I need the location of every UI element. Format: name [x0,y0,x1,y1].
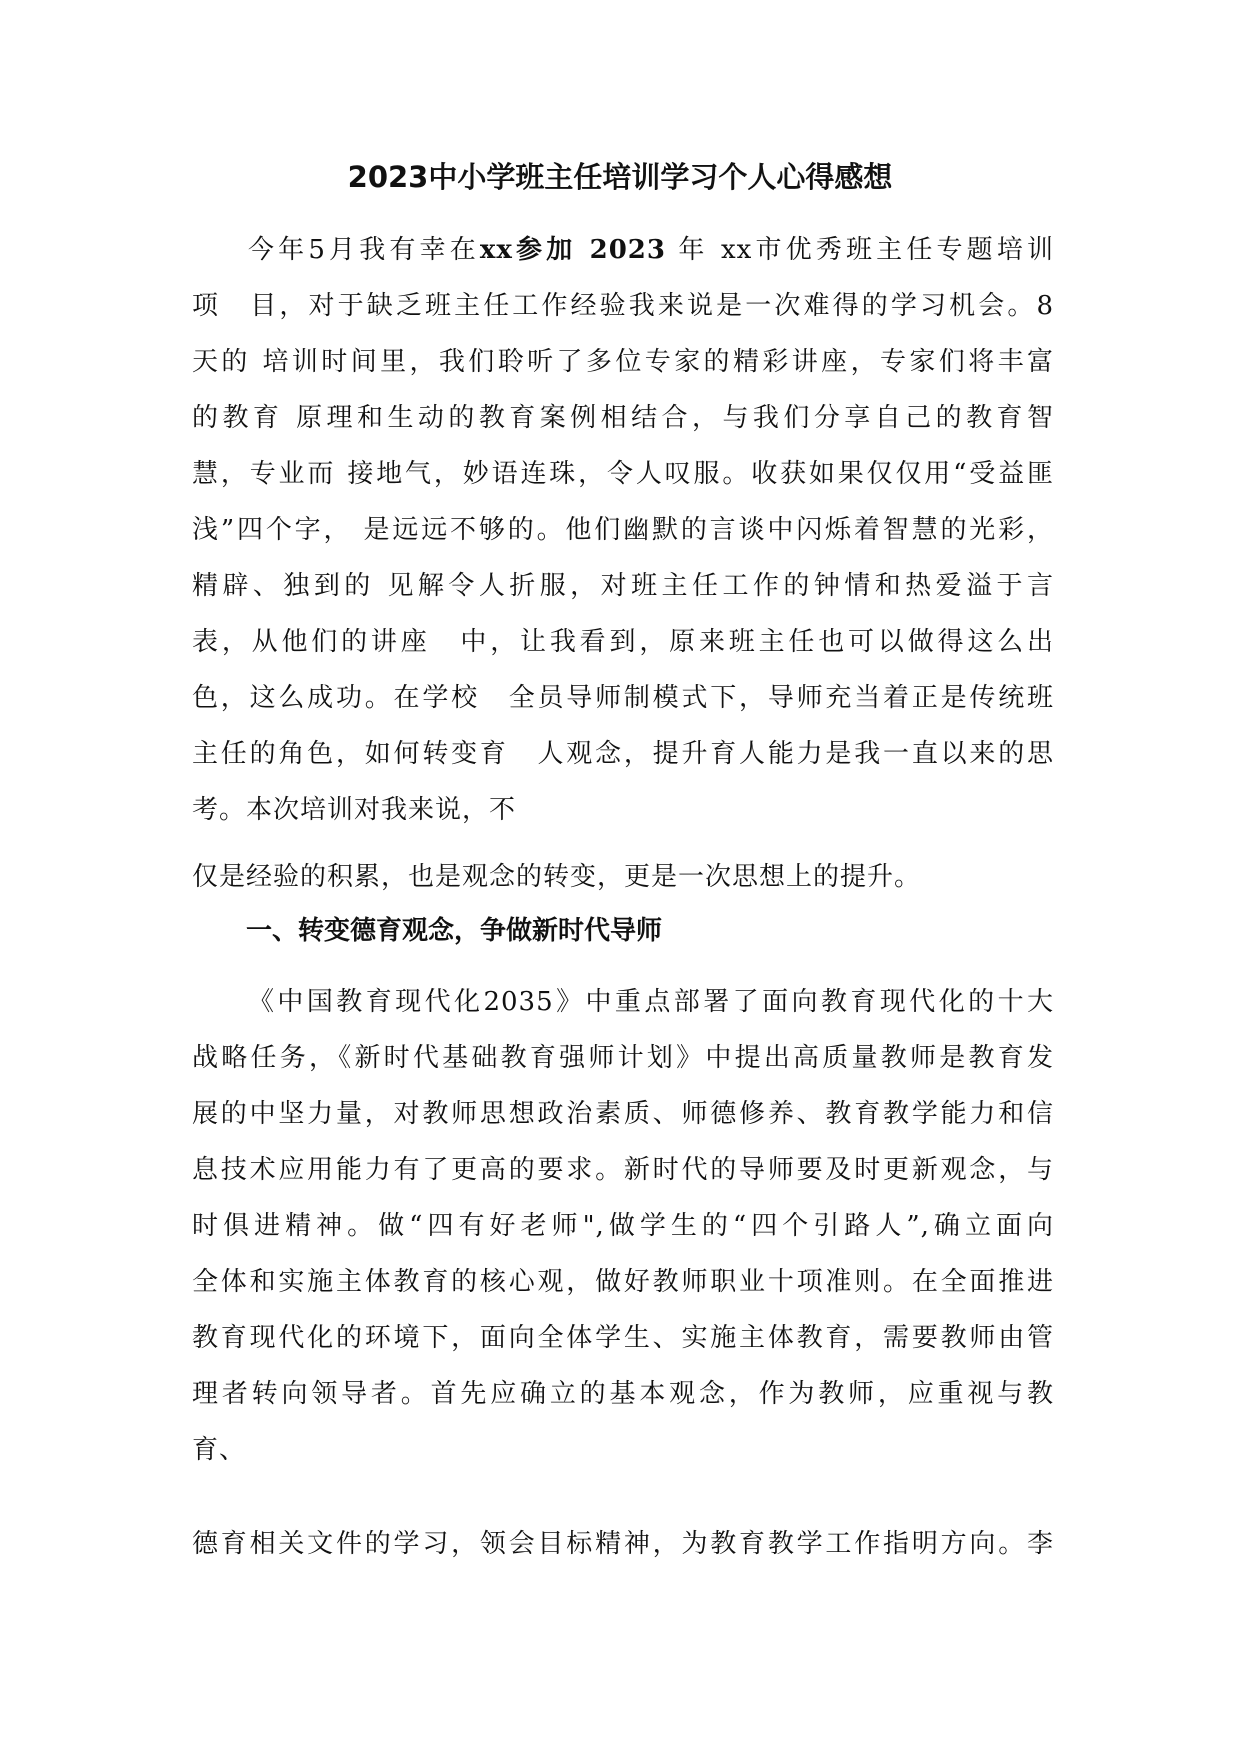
paragraph-1-line: 项 目，对于缺乏班主任工作经验我来说是一次难得的学习机会。8 [192,291,1054,321]
paragraph-2-line: 战略任务，《新时代基础教育强师计划》中提出高质量教师是教育发 [192,1043,1054,1073]
paragraph-2-line: 息技术应用能力有了更高的要求。新时代的导师要及时更新观念，与 [192,1155,1054,1185]
paragraph-1-bold-text: xx参加 2023 [479,235,666,265]
paragraph-1-line: 天的 培训时间里，我们聆听了多位专家的精彩讲座，专家们将丰富 [192,347,1054,377]
paragraph-1-line: 慧，专业而 接地气，妙语连珠，令人叹服。收获如果仅仅用“受益匪 [192,459,1054,489]
paragraph-1-last-line: 考。本次培训对我来说，不 [192,795,517,825]
paragraph-1-text: 年 xx市优秀班主任专题培训 [665,235,1055,265]
document-title: 2023中小学班主任培训学习个人心得感想 [347,160,893,194]
paragraph-1-line: 主任的角色，如何转变育 人观念，提升育人能力是我一直以来的思 [192,739,1054,769]
paragraph-1-line: 表，从他们的讲座 中，让我看到，原来班主任也可以做得这么出 [192,627,1054,657]
paragraph-2-last-line: 育、 [192,1435,247,1465]
paragraph-1 [192,222,1054,838]
paragraph-1-line: 精辟、独到的 见解令人折服，对班主任工作的钟情和热爱溢于言 [192,571,1054,601]
paragraph-1-line: 浅”四个字， 是远远不够的。他们幽默的言谈中闪烁着智慧的光彩， [192,515,1054,545]
continuation-line: 仅是经验的积累，也是观念的转变，更是一次思想上的提升。 [192,862,922,892]
paragraph-1-continuation [192,849,1054,905]
paragraph-1-line: 的教育 原理和生动的教育案例相结合，与我们分享自己的教育智 [192,403,1054,433]
paragraph-1-text: 今年5月我有幸在 [248,235,480,265]
paragraph-2-line: 展的中坚力量，对教师思想政治素质、师德修养、教育教学能力和信 [192,1099,1054,1129]
paragraph-2-line: 时俱进精神。做“四有好老师",做学生的“四个引路人”,确立面向 [192,1211,1054,1241]
paragraph-1-line: 色，这么成功。在学校 全员导师制模式下，导师充当着正是传统班 [192,683,1054,713]
section-heading: 一、转变德育观念，争做新时代导师 [246,916,663,946]
paragraph-2-line: 全体和实施主体教育的核心观，做好教师职业十项准则。在全面推进 [192,1267,1054,1297]
continuation-line: 德育相关文件的学习，领会目标精神，为教育教学工作指明方向。李 [192,1529,1054,1559]
paragraph-2-line: 理者转向领导者。首先应确立的基本观念，作为教师，应重视与教 [192,1379,1054,1409]
paragraph-2 [192,974,1054,1478]
paragraph-2-line: 《中国教育现代化2035》中重点部署了面向教育现代化的十大 [248,987,1054,1017]
paragraph-1-line-1 [192,222,1054,278]
paragraph-2-continuation [192,1516,1054,1572]
paragraph-2-line: 教育现代化的环境下，面向全体学生、实施主体教育，需要教师由管 [192,1323,1054,1353]
